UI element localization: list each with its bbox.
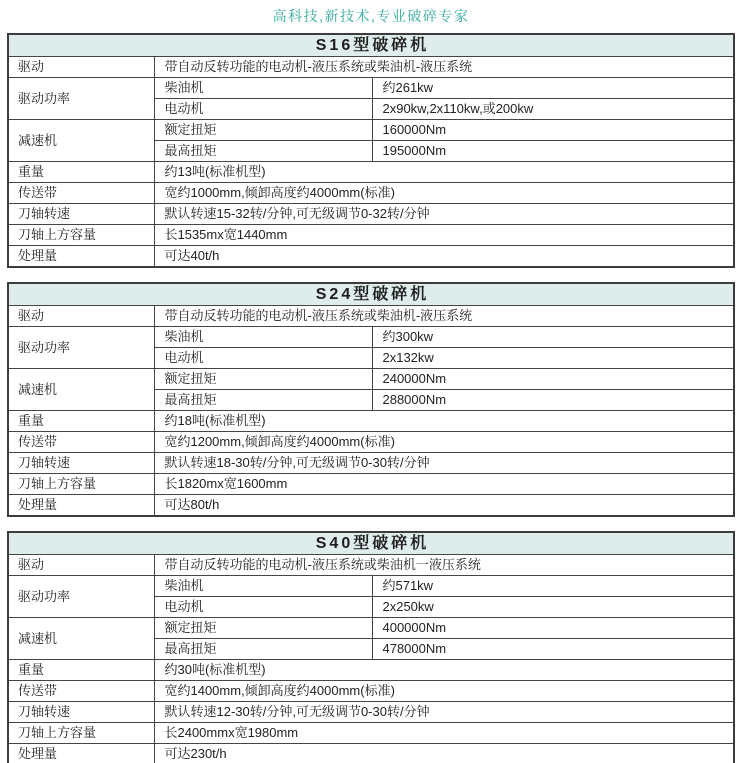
knife-shaft-area-value-cell: 长2400mmx宽1980mm [155,723,734,744]
weight-value-cell: 约18吨(标准机型) [155,411,734,432]
table-row [8,744,734,763]
table-row [8,555,734,576]
electric-motor-value-cell: 2x132kw [373,348,734,369]
max-torque-value-cell: 288000Nm [373,390,734,411]
electric-motor-value-cell: 2x90kw,2x110kw,或200kw [373,99,734,120]
rated-torque-label-cell: 额定扭矩 [155,618,373,639]
table-row [8,532,734,555]
table-row [8,306,734,327]
diesel-engine-value-cell: 约300kw [373,327,734,348]
diesel-engine-label-cell: 柴油机 [155,576,373,597]
reducer-label-cell: 减速机 [8,369,155,411]
knife-shaft-area-label-cell: 刀轴上方容量 [8,474,155,495]
knife-shaft-speed-label-cell: 刀轴转速 [8,204,155,225]
table-row [8,432,734,453]
knife-shaft-speed-value-cell: 默认转速12-30转/分钟,可无级调节0-30转/分钟 [155,702,734,723]
diesel-engine-value-cell: 约571kw [373,576,734,597]
reducer-label-cell: 减速机 [8,120,155,162]
capacity-value-cell: 可达40t/h [155,246,734,268]
table-row [8,681,734,702]
capacity-label-cell: 处理量 [8,495,155,517]
capacity-value-cell: 可达80t/h [155,495,734,517]
table-title: S16型破碎机 [8,34,734,57]
max-torque-value-cell: 195000Nm [373,141,734,162]
table-title: S24型破碎机 [8,283,734,306]
spec-table-s40 [7,531,735,763]
table-row [8,283,734,306]
table-row [8,78,734,99]
conveyor-belt-label-cell: 传送带 [8,183,155,204]
electric-motor-label-cell: 电动机 [155,597,373,618]
knife-shaft-speed-value-cell: 默认转速15-32转/分钟,可无级调节0-32转/分钟 [155,204,734,225]
table-row [8,723,734,744]
table-row [8,57,734,78]
page-tagline: 高科技,新技术,专业破碎专家 [272,8,470,24]
max-torque-label-cell: 最高扭矩 [155,141,373,162]
knife-shaft-area-value-cell: 长1820mx宽1600mm [155,474,734,495]
diesel-engine-label-cell: 柴油机 [155,78,373,99]
table-row [8,120,734,141]
table-row [8,246,734,268]
capacity-value-cell: 可达230t/h [155,744,734,763]
knife-shaft-speed-label-cell: 刀轴转速 [8,453,155,474]
table-row [8,369,734,390]
table-row [8,162,734,183]
conveyor-belt-value-cell: 宽约1400mm,倾卸高度约4000mm(标准) [155,681,734,702]
capacity-label-cell: 处理量 [8,744,155,763]
diesel-engine-value-cell: 约261kw [373,78,734,99]
conveyor-belt-value-cell: 宽约1200mm,倾卸高度约4000mm(标准) [155,432,734,453]
conveyor-belt-label-cell: 传送带 [8,681,155,702]
table-row [8,660,734,681]
rated-torque-label-cell: 额定扭矩 [155,120,373,141]
weight-value-cell: 约30吨(标准机型) [155,660,734,681]
max-torque-label-cell: 最高扭矩 [155,639,373,660]
table-row [8,495,734,517]
table-row [8,576,734,597]
knife-shaft-area-label-cell: 刀轴上方容量 [8,225,155,246]
table-row [8,327,734,348]
table-row [8,453,734,474]
conveyor-belt-value-cell: 宽约1000mm,倾卸高度约4000mm(标准) [155,183,734,204]
weight-label-cell: 重量 [8,411,155,432]
electric-motor-value-cell: 2x250kw [373,597,734,618]
max-torque-label-cell: 最高扭矩 [155,390,373,411]
reducer-label-cell: 减速机 [8,618,155,660]
knife-shaft-speed-value-cell: 默认转速18-30转/分钟,可无级调节0-30转/分钟 [155,453,734,474]
rated-torque-value-cell: 400000Nm [373,618,734,639]
table-row [8,34,734,57]
rated-torque-value-cell: 240000Nm [373,369,734,390]
capacity-label-cell: 处理量 [8,246,155,268]
table-row [8,702,734,723]
weight-value-cell: 约13吨(标准机型) [155,162,734,183]
drive-label-cell: 驱动 [8,555,155,576]
table-row [8,183,734,204]
drive-value-cell: 带自动反转功能的电动机-液压系统或柴油机-液压系统 [155,306,734,327]
knife-shaft-area-label-cell: 刀轴上方容量 [8,723,155,744]
diesel-engine-label-cell: 柴油机 [155,327,373,348]
conveyor-belt-label-cell: 传送带 [8,432,155,453]
knife-shaft-area-value-cell: 长1535mx宽1440mm [155,225,734,246]
table-row [8,411,734,432]
drive-label-cell: 驱动 [8,57,155,78]
table-row [8,225,734,246]
electric-motor-label-cell: 电动机 [155,99,373,120]
rated-torque-label-cell: 额定扭矩 [155,369,373,390]
spec-table-s24 [7,282,735,517]
drive-power-label-cell: 驱动功率 [8,576,155,618]
drive-label-cell: 驱动 [8,306,155,327]
electric-motor-label-cell: 电动机 [155,348,373,369]
drive-value-cell: 带自动反转功能的电动机-液压系统或柴油机-液压系统 [155,57,734,78]
drive-value-cell: 带自动反转功能的电动机-液压系统或柴油机一液压系统 [155,555,734,576]
weight-label-cell: 重量 [8,660,155,681]
knife-shaft-speed-label-cell: 刀轴转速 [8,702,155,723]
spec-table-s16 [7,33,735,268]
drive-power-label-cell: 驱动功率 [8,327,155,369]
weight-label-cell: 重量 [8,162,155,183]
table-row [8,618,734,639]
drive-power-label-cell: 驱动功率 [8,78,155,120]
rated-torque-value-cell: 160000Nm [373,120,734,141]
table-row [8,474,734,495]
table-title: S40型破碎机 [8,532,734,555]
max-torque-value-cell: 478000Nm [373,639,734,660]
table-row [8,204,734,225]
